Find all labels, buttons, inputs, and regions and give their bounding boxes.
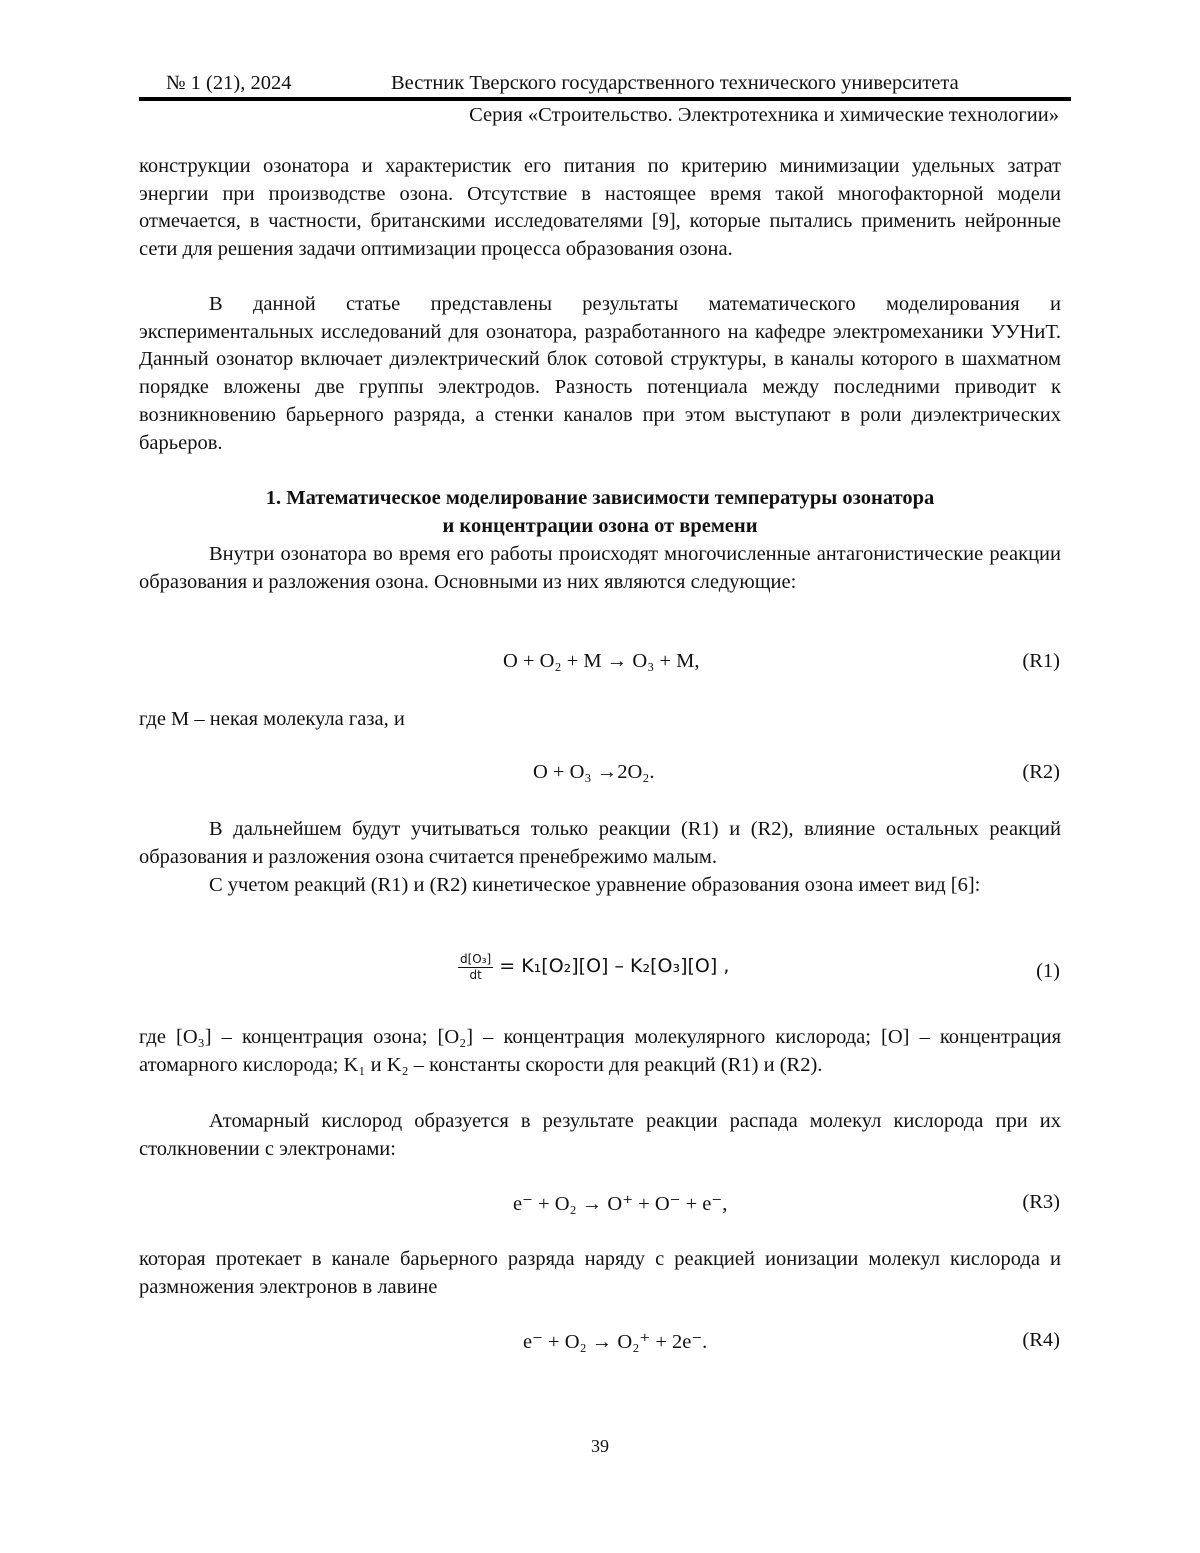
paragraph: конструкции озонатора и характеристик его питания по критерию минимизации удельных затрат энергии при производстве озона. Отсутствие в настоящее время такой многофакторной модели отмечается, в частности, британскими исследователями [9], которые пытались применить нейронные сети для решения задачи оптимизации процесса образования озона. — [139, 153, 1061, 264]
equation-label: (R2) — [1022, 761, 1060, 784]
equation-r3: e⁻ + O₂ → O⁺ + O⁻ + e⁻, — [513, 1191, 727, 1216]
equation-r2: O + O₃ →2O₂. — [533, 761, 655, 784]
header-rule — [139, 97, 1071, 101]
fraction — [458, 952, 493, 983]
paragraph: Внутри озонатора во время его работы происходят многочисленные антагонистические реакции образования и разложения озона. Основными из них являются следующие: — [139, 541, 1061, 596]
section-heading-line: 1. Математическое моделирование зависимости температуры озонатора — [139, 485, 1061, 513]
equation-r4: e⁻ + O₂ → O₂⁺ + 2e⁻. — [523, 1329, 707, 1354]
header-journal-title: Вестник Тверского государственного технического университета — [391, 72, 959, 95]
fraction-numerator: d[O₃] — [458, 952, 493, 968]
equation-label: (1) — [1036, 960, 1060, 983]
equation-r1: O + O₂ + M → O₃ + M, — [503, 650, 699, 673]
section-heading-line: и концентрации озона от времени — [139, 513, 1061, 541]
header-issue: № 1 (21), 2024 — [166, 72, 291, 95]
page-number: 39 — [0, 1436, 1200, 1457]
equation-label: (R3) — [1022, 1191, 1060, 1214]
header-series: Серия «Строительство. Электротехника и химические технологии» — [469, 104, 1059, 127]
equation-label: (R4) — [1022, 1329, 1060, 1352]
paragraph: которая протекает в канале барьерного разряда наряду с реакцией ионизации молекул кислорода и размножения электронов в лавине — [139, 1246, 1061, 1301]
equation-label: (R1) — [1022, 650, 1060, 673]
fraction-denominator: dt — [469, 968, 481, 983]
paragraph: где [O₃] – концентрация озона; [O₂] – концентрация молекулярного кислорода; [O] – концентрация атомарного кислорода; K₁ и K₂ – константы скорости для реакций (R1) и (R2). — [139, 1024, 1061, 1079]
equation-1 — [458, 952, 729, 983]
equation-rhs: = K₁[O₂][O] – K₂[O₃][O] , — [499, 955, 729, 977]
paragraph: где М – некая молекула газа, и — [139, 706, 1061, 734]
paragraph: С учетом реакций (R1) и (R2) кинетическое уравнение образования озона имеет вид [6]: — [139, 872, 1061, 900]
paragraph: В дальнейшем будут учитываться только реакции (R1) и (R2), влияние остальных реакций образования и разложения озона считается пренебрежимо малым. — [139, 816, 1061, 871]
paragraph: Атомарный кислород образуется в результате реакции распада молекул кислорода при их столкновении с электронами: — [139, 1108, 1061, 1163]
paragraph: В данной статье представлены результаты математического моделирования и экспериментальных исследований для озонатора, разработанного на кафедре электромеханики УУНиТ. Данный озонатор включает диэлектрический блок сотовой структуры, в каналы которого в шахматном порядке вложены две группы электродов. Разность потенциала между последними приводит к возникновению барьерного разряда, а стенки каналов при этом выступают в роли диэлектрических барьеров. — [139, 291, 1061, 457]
section-heading — [139, 485, 1061, 540]
